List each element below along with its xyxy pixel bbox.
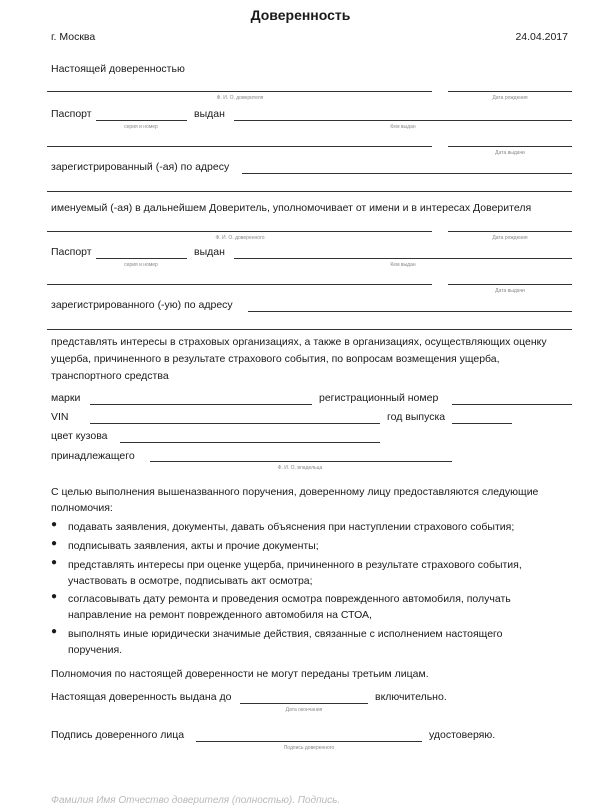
authorizes-text: именуемый (-ая) в дальнейшем Доверитель, уполномочивает от имени и в интересах Доверителя [51, 202, 532, 214]
owner-field[interactable] [150, 461, 452, 462]
issued-label-2: выдан [194, 246, 225, 258]
passport-label-1: Паспорт [51, 108, 92, 120]
owner-label: принадлежащего [51, 450, 135, 462]
inclusive-label: включительно. [375, 691, 447, 703]
principal-address-field[interactable] [242, 173, 572, 174]
power-item-4-line-1: согласовывать дату ремонта и проведения осмотра поврежденного автомобиля, получать [68, 593, 511, 605]
valid-until-field[interactable] [240, 703, 368, 704]
hint-issue-date-2: Дата выдачи [495, 288, 525, 294]
issued-by-cont-field-1[interactable] [47, 146, 432, 147]
bullet-icon: ● [51, 538, 58, 549]
document-title: Доверенность [250, 7, 351, 23]
issued-by-field-1[interactable] [234, 120, 572, 121]
city: г. Москва [51, 31, 96, 43]
valid-until-label: Настоящая доверенность выдана до [51, 691, 232, 703]
make-label: марки [51, 392, 81, 404]
registered-principal-label: зарегистрированный (-ая) по адресу [51, 161, 230, 173]
reg-number-label: регистрационный номер [319, 392, 439, 404]
hint-series-number-1: серия и номер [124, 124, 158, 130]
attorney-signature-field[interactable] [196, 741, 422, 742]
year-field[interactable] [452, 423, 512, 424]
bullet-icon: ● [51, 626, 58, 637]
hint-principal-birthdate: Дата рождения [492, 95, 528, 101]
attorney-address-cont-field[interactable] [47, 329, 572, 330]
hint-issued-by-1: Кем выдан [390, 124, 416, 130]
no-transfer-text: Полномочия по настоящей доверенности не могут переданы третьим лицам. [51, 668, 429, 680]
reg-number-field[interactable] [452, 404, 572, 405]
power-item-3-line-2: участвовать в осмотре, подписывать акт осмотра; [68, 575, 313, 587]
registered-attorney-label: зарегистрированного (-ую) по адресу [51, 299, 233, 311]
hint-issued-by-2: Кем выдан [390, 262, 416, 268]
principal-name-field[interactable] [47, 91, 432, 92]
hint-issue-date-1: Дата выдачи [495, 150, 525, 156]
hint-valid-until: Дата окончания [285, 707, 323, 713]
issued-by-field-2[interactable] [234, 258, 572, 259]
passport-label-2: Паспорт [51, 246, 92, 258]
vin-field[interactable] [90, 423, 380, 424]
power-item-5-line-2: поручения. [68, 644, 123, 656]
issue-date-field-1[interactable] [448, 146, 572, 147]
certify-label: удостоверяю. [429, 729, 496, 741]
bullet-icon: ● [51, 591, 58, 602]
attorney-name-field[interactable] [47, 231, 432, 232]
bullet-icon: ● [51, 519, 58, 530]
power-item-3-line-1: представлять интересы при оценке ущерба, причиненного в результате страхового события, [68, 559, 522, 571]
document-date: 24.04.2017 [515, 31, 568, 43]
color-label: цвет кузова [51, 430, 108, 442]
passport-number-field-2[interactable] [96, 258, 187, 259]
hint-owner-name: Ф. И. О. владельца [277, 465, 323, 471]
make-field[interactable] [90, 404, 312, 405]
passport-number-field-1[interactable] [96, 120, 187, 121]
power-item-1-line-1: подавать заявления, документы, давать объяснения при наступлении страхового события; [68, 521, 515, 533]
hint-series-number-2: серия и номер [124, 262, 158, 268]
attorney-birthdate-field[interactable] [448, 231, 572, 232]
power-item-2-line-1: подписывать заявления, акты и прочие документы; [68, 540, 319, 552]
intro-text: Настоящей доверенностью [51, 63, 185, 75]
hint-attorney-signature: Подпись доверенного [283, 745, 335, 751]
color-field[interactable] [120, 442, 380, 443]
power-item-4-line-2: направление на ремонт поврежденного автомобиля на СТОА, [68, 609, 372, 621]
powers-intro-line-2: полномочия: [51, 502, 113, 514]
vin-label: VIN [51, 411, 69, 423]
powers-intro-line-1: С целью выполнения вышеназванного поручения, доверенному лицу предоставляются следующие [51, 486, 539, 498]
hint-attorney-birthdate: Дата рождения [492, 235, 528, 241]
represent-line-2: ущерба, причиненного в результате страхового события, по вопросам возмещения ущерба, [51, 353, 500, 365]
bullet-icon: ● [51, 557, 58, 568]
issued-label-1: выдан [194, 108, 225, 120]
attorney-address-field[interactable] [248, 311, 572, 312]
hint-attorney-name: Ф. И. О. доверенного [215, 235, 265, 241]
represent-line-3: транспортного средства [51, 370, 169, 382]
principal-birthdate-field[interactable] [448, 91, 572, 92]
hint-principal-name: Ф. И. О. доверителя [216, 95, 264, 101]
principal-signature-note: Фамилия Имя Отчество доверителя (полностью). Подпись. [51, 795, 341, 806]
signature-label: Подпись доверенного лица [51, 729, 185, 741]
issue-date-field-2[interactable] [448, 284, 572, 285]
issued-by-cont-field-2[interactable] [47, 284, 432, 285]
represent-line-1: представлять интересы в страховых организациях, а также в организациях, осуществляющих оценку [51, 336, 547, 348]
power-item-5-line-1: выполнять иные юридически значимые действия, связанные с исполнением настоящего [68, 628, 503, 640]
principal-address-cont-field[interactable] [47, 191, 572, 192]
year-label: год выпуска [387, 411, 446, 423]
